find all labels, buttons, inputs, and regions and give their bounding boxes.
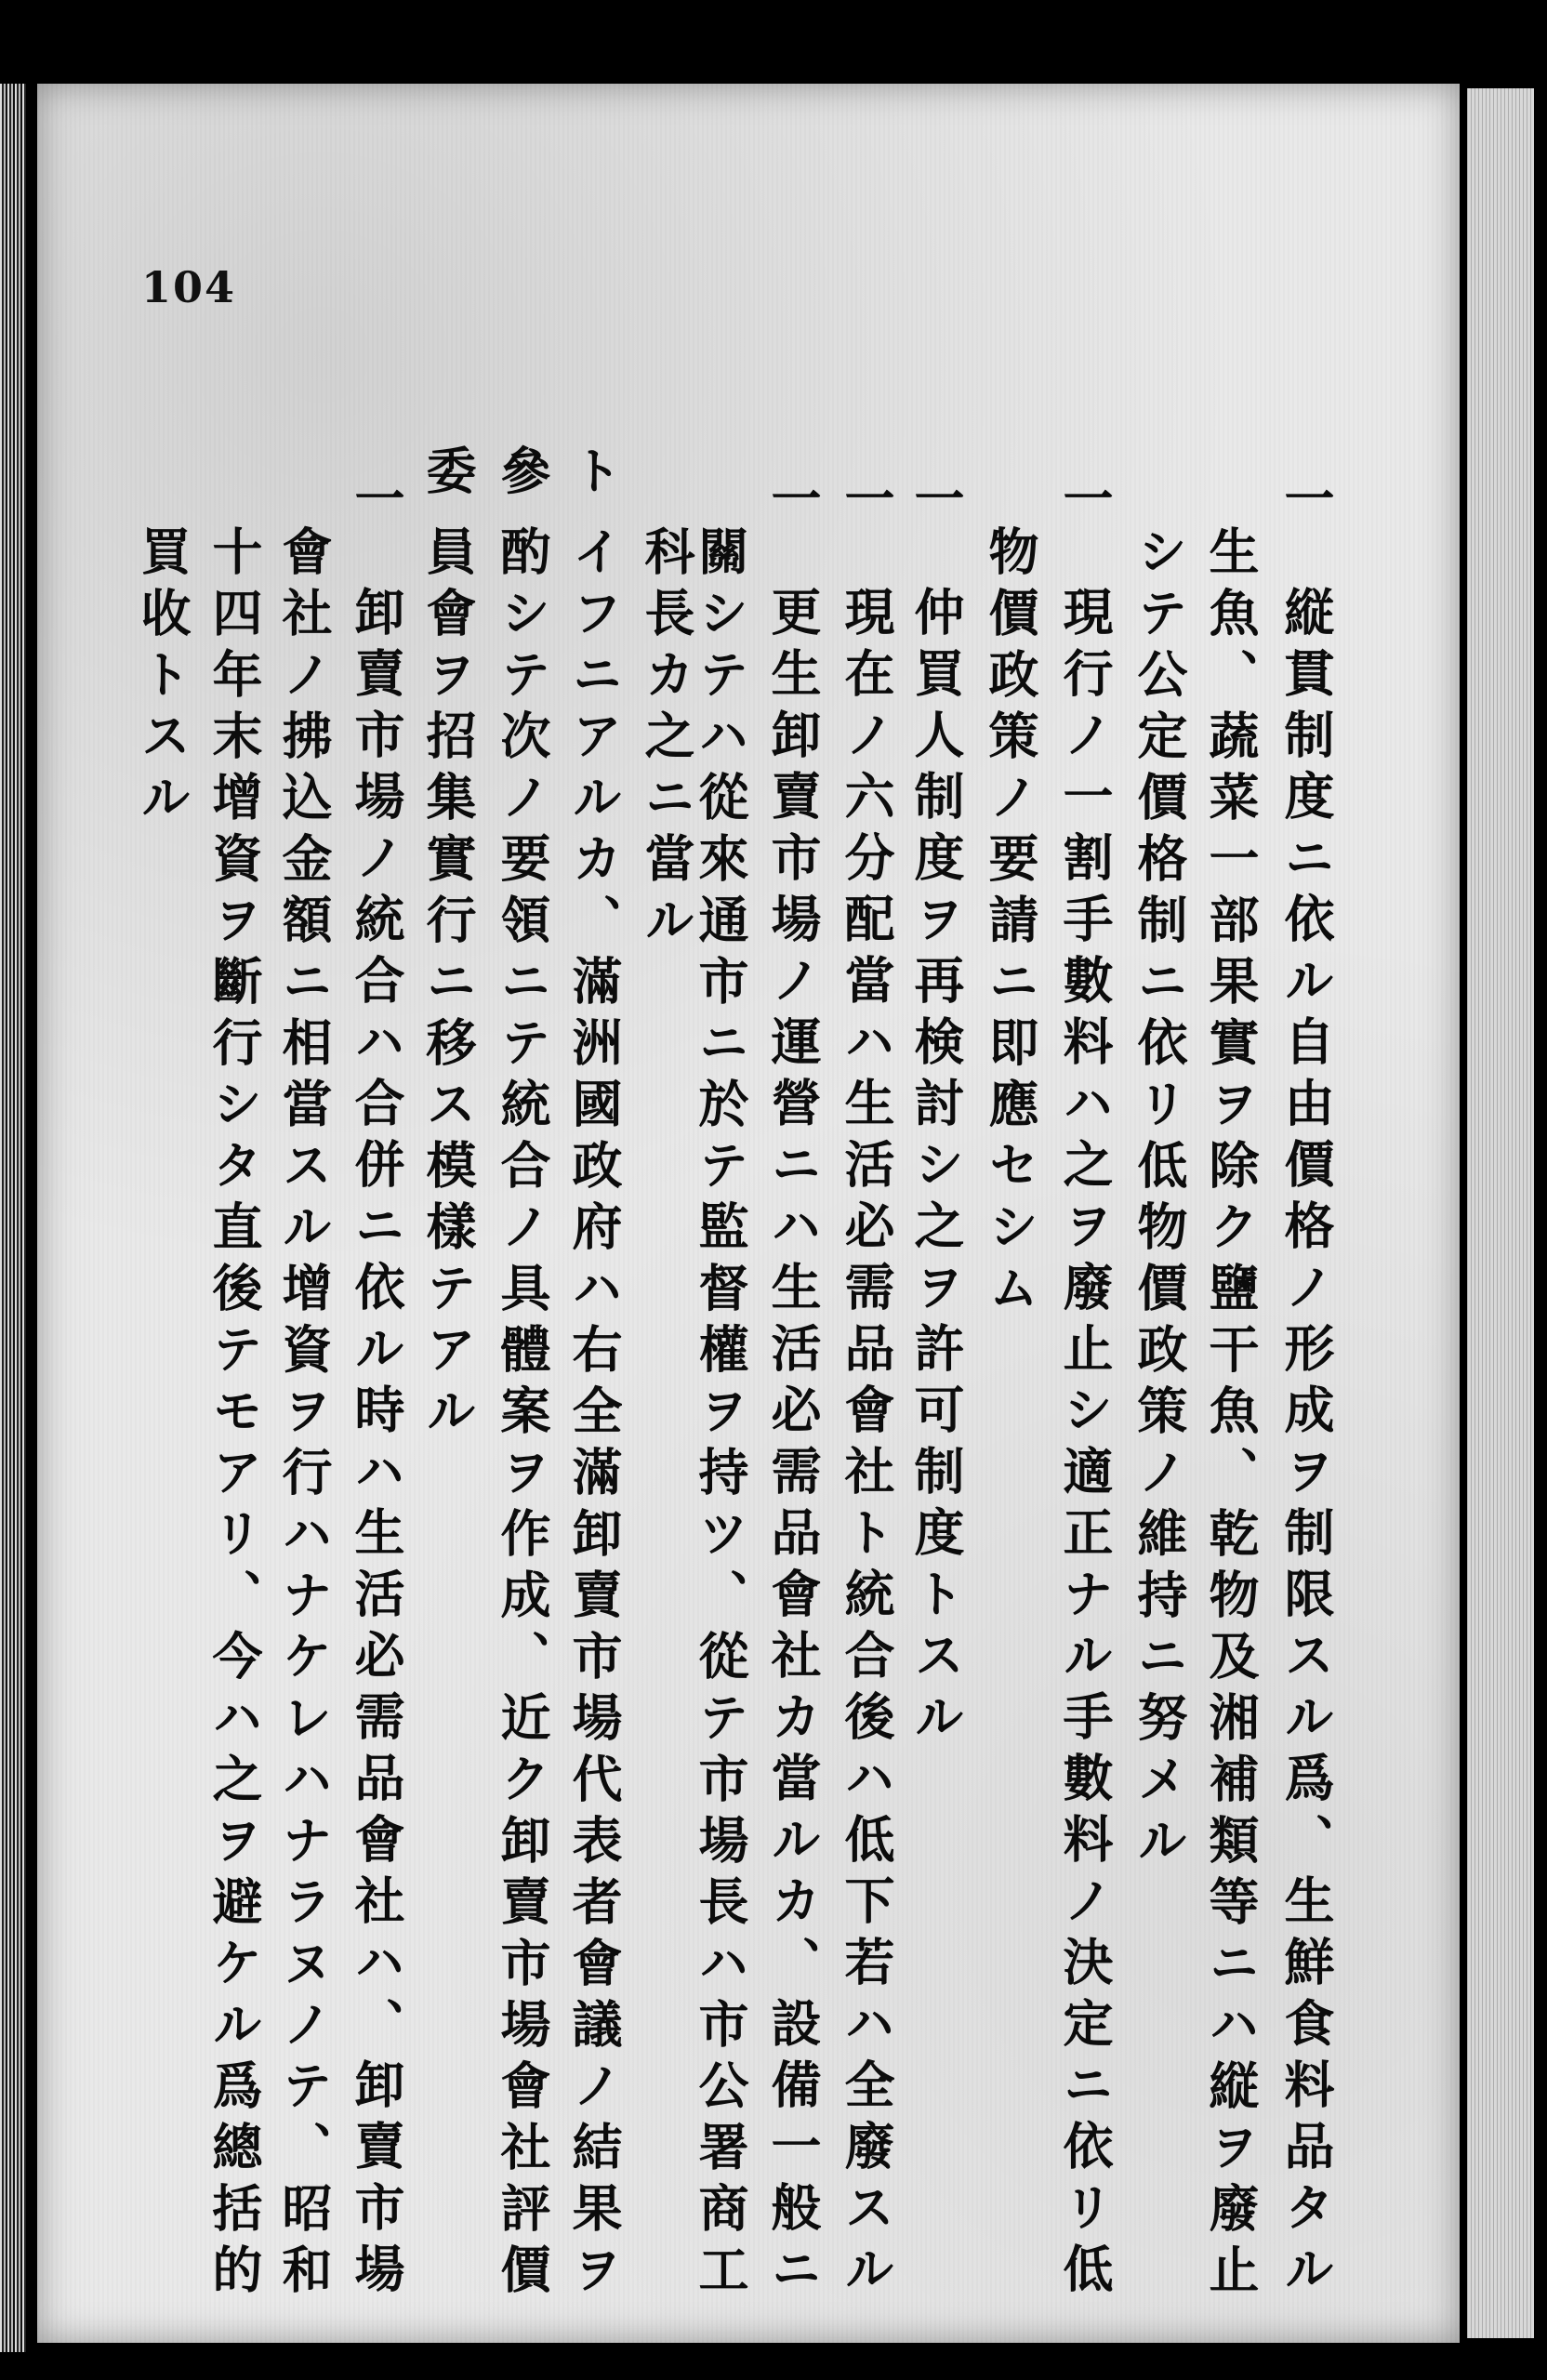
column-marker: 一 (1276, 472, 1336, 522)
book-binding-edge (0, 84, 26, 2352)
column-marker: ト (564, 444, 624, 495)
column-marker: 一 (763, 472, 823, 522)
text-column: 買收トスル (133, 525, 192, 832)
text-column: 會社ノ拂込金額ニ相當スル增資ヲ行ハナケレハナラヌノテ、昭和 (274, 525, 334, 2305)
text-column: 十四年末增資ヲ斷行シタ直後テモアリ、今ハ之ヲ避ケル爲總括的 (205, 525, 264, 2305)
column-marker: 一 (1055, 472, 1115, 522)
text-column: 仲買人制度ヲ再検討シ之ヲ許可制度トスル (906, 586, 966, 1752)
adjacent-page-edge (1467, 88, 1534, 2338)
page-number: 104 (141, 262, 237, 312)
text-column: シテ公定價格制ニ依リ低物價政策ノ維持ニ努メル (1130, 525, 1189, 1875)
text-column: 物價政策ノ要請ニ即應セシム (981, 525, 1040, 1323)
text-column: 現在ノ六分配當ハ生活必需品會社ト統合後ハ低下若ハ全廢スル (837, 586, 896, 2304)
column-marker: 一 (906, 472, 966, 522)
text-column: 科長カ之ニ當ル (637, 525, 696, 955)
text-column: 卸賣市場ノ統合ハ合併ニ依ル時ハ生活必需品會社ハ、卸賣市場 (347, 586, 406, 2304)
text-column: 關シテハ從來通市ニ於テ監督權ヲ持ツ、從テ市場長ハ市公署商工 (691, 525, 750, 2305)
text-column: 酌シテ次ノ要領ニテ統合ノ具體案ヲ作成、近ク卸賣市場會社評價 (493, 525, 552, 2305)
text-column: 生魚、蔬菜一部果實ヲ除ク鹽干魚、乾物及湘補類等ニハ縦ヲ廢止 (1201, 525, 1261, 2305)
column-marker: 委 (418, 444, 478, 495)
text-column: 現行ノ一割手數料ハ之ヲ廢止シ適正ナル手數料ノ決定ニ依リ低 (1055, 586, 1115, 2304)
text-column: 縦貫制度ニ依ル自由價格ノ形成ヲ制限スル爲、生鮮食料品タル (1276, 586, 1336, 2304)
text-column: イフニアルカ、滿洲國政府ハ右全滿卸賣市場代表者會議ノ結果ヲ (564, 525, 624, 2305)
text-column: 員會ヲ招集實行ニ移ス模樣テアル (418, 525, 478, 1446)
column-marker: 一 (837, 472, 896, 522)
column-marker: 一 (347, 472, 406, 522)
column-marker: 參 (493, 444, 552, 495)
text-column: 更生卸賣市場ノ運營ニハ生活必需品會社カ當ルカ、設備一般ニ (763, 586, 823, 2304)
